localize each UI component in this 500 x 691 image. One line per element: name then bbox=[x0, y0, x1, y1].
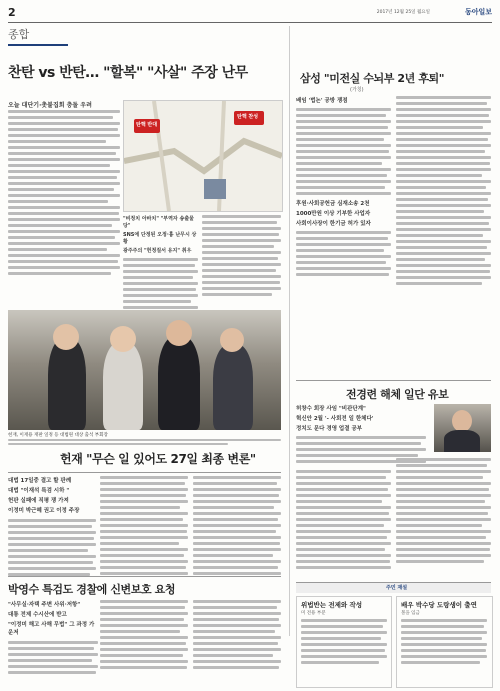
bottom-right-box bbox=[396, 596, 493, 688]
dismiss-sub-1: 허창수 회장 사임 "비관단계" bbox=[296, 406, 366, 412]
third-col2 bbox=[100, 600, 188, 672]
lead-quote-1: "비정치 아바치" "부역자 송출물당" bbox=[123, 216, 194, 229]
column-sub-1: 배임 '법논' 공방 쟁점 bbox=[296, 98, 348, 104]
page-number: 2 bbox=[8, 6, 16, 19]
lead-headline: 찬탄 vs 반탄… "할복" "사살" 주장 난무 bbox=[8, 65, 248, 81]
column-kicker: (가칭) bbox=[350, 87, 364, 93]
newspaper-logo: 동아일보 bbox=[464, 8, 492, 16]
second-sub-4: 이정미 박근혜 권고 이정 주장 bbox=[8, 508, 80, 514]
second-headline: 헌재 "무슨 일 있어도 27일 최종 변론" bbox=[60, 452, 256, 466]
page-header bbox=[8, 4, 492, 23]
court-photo bbox=[8, 310, 281, 430]
dismiss-col1 bbox=[296, 470, 391, 572]
third-sub-2: 대통 전제 수시산에 받고 bbox=[8, 612, 67, 618]
lead-quote-3: 광주주의 "헌정질서 유지" 취우 bbox=[123, 248, 192, 254]
second-col1 bbox=[8, 476, 96, 579]
column-headline: 삼성 "미전실 수뇌부 2년 후퇴" bbox=[300, 72, 445, 85]
dismiss-sub-2: 혁신안 2월 '- 사회전 일 한체다' bbox=[296, 416, 374, 422]
second-col3 bbox=[193, 476, 281, 578]
bottom-left-title: 위법반는 전제와 작성 bbox=[301, 601, 363, 609]
lead-photo bbox=[123, 100, 283, 212]
bottom-left-label: 미 전용 부분 bbox=[301, 611, 326, 616]
third-col3 bbox=[193, 600, 281, 672]
third-col1 bbox=[8, 600, 98, 677]
bottom-left-box bbox=[296, 596, 392, 688]
second-sub-1: 대법 17일중 결고 할 판례 bbox=[8, 478, 72, 484]
caption-lines bbox=[8, 439, 281, 445]
second-col2 bbox=[100, 476, 188, 578]
lead-body-col3 bbox=[202, 215, 281, 299]
lead-quote-box bbox=[123, 215, 198, 318]
column-col2 bbox=[396, 96, 491, 288]
bottom-right-label: 볼을 임금 bbox=[401, 611, 420, 616]
divider bbox=[296, 380, 491, 381]
column-col1 bbox=[296, 96, 391, 279]
column-sub-4: 사회이사장이 한기금 허가 있자 bbox=[296, 221, 371, 227]
bottom-right-title: 배우 박수당 도랑생이 출연 bbox=[401, 601, 477, 609]
ad-label: 주민 재설 bbox=[386, 585, 408, 591]
second-sub-2: 대법 "이재석 특검 시하 " bbox=[8, 488, 70, 494]
dismiss-headline: 전경련 해체 일단 유보 bbox=[346, 388, 449, 401]
divider bbox=[8, 576, 281, 577]
lead-body-col1 bbox=[8, 110, 120, 278]
header-date: 2017년 12월 25일 월요일 bbox=[376, 10, 430, 15]
section-label: 종합 bbox=[8, 26, 68, 46]
lead-subhead: 오늘 대단기·촛불집회 충돌 우려 bbox=[8, 102, 92, 109]
divider bbox=[8, 472, 281, 473]
dismiss-sub-3: 정치도 문다 경영 업결 공부 bbox=[296, 426, 363, 432]
second-sub-3: 헌판 실패에 직평 쟁 가져 bbox=[8, 498, 69, 504]
court-photo-caption: 헌재, 이재용 재판 일정 등 대법원 대상 출석 부회장 bbox=[8, 433, 108, 438]
lead-quote-2: SNS에 단정된 오정·흉 난무시 상황 bbox=[123, 232, 197, 245]
portrait-photo bbox=[434, 404, 491, 452]
map-label-left: 탄핵 반대 bbox=[136, 122, 158, 128]
ad-strip bbox=[296, 582, 491, 593]
third-sub-1: "사무실·자택 주변 사위·저항" bbox=[8, 602, 81, 608]
dismiss-col2 bbox=[396, 458, 491, 566]
column-sub-2: 후원·사회공헌금 심재소송 2천 bbox=[296, 201, 370, 207]
column-divider bbox=[289, 26, 290, 636]
map-illustration bbox=[124, 101, 282, 211]
dismiss-subs bbox=[296, 404, 426, 466]
map-label-right: 탄핵 찬성 bbox=[237, 114, 259, 120]
third-sub-3: "이정미 해고 사해 무법" 그 과정 가운저 bbox=[8, 622, 95, 636]
third-headline: 박영수 특검도 경찰에 신변보호 요청 bbox=[8, 583, 176, 596]
column-sub-3: 1000만원 이상 기부한 사업자 bbox=[296, 211, 371, 217]
